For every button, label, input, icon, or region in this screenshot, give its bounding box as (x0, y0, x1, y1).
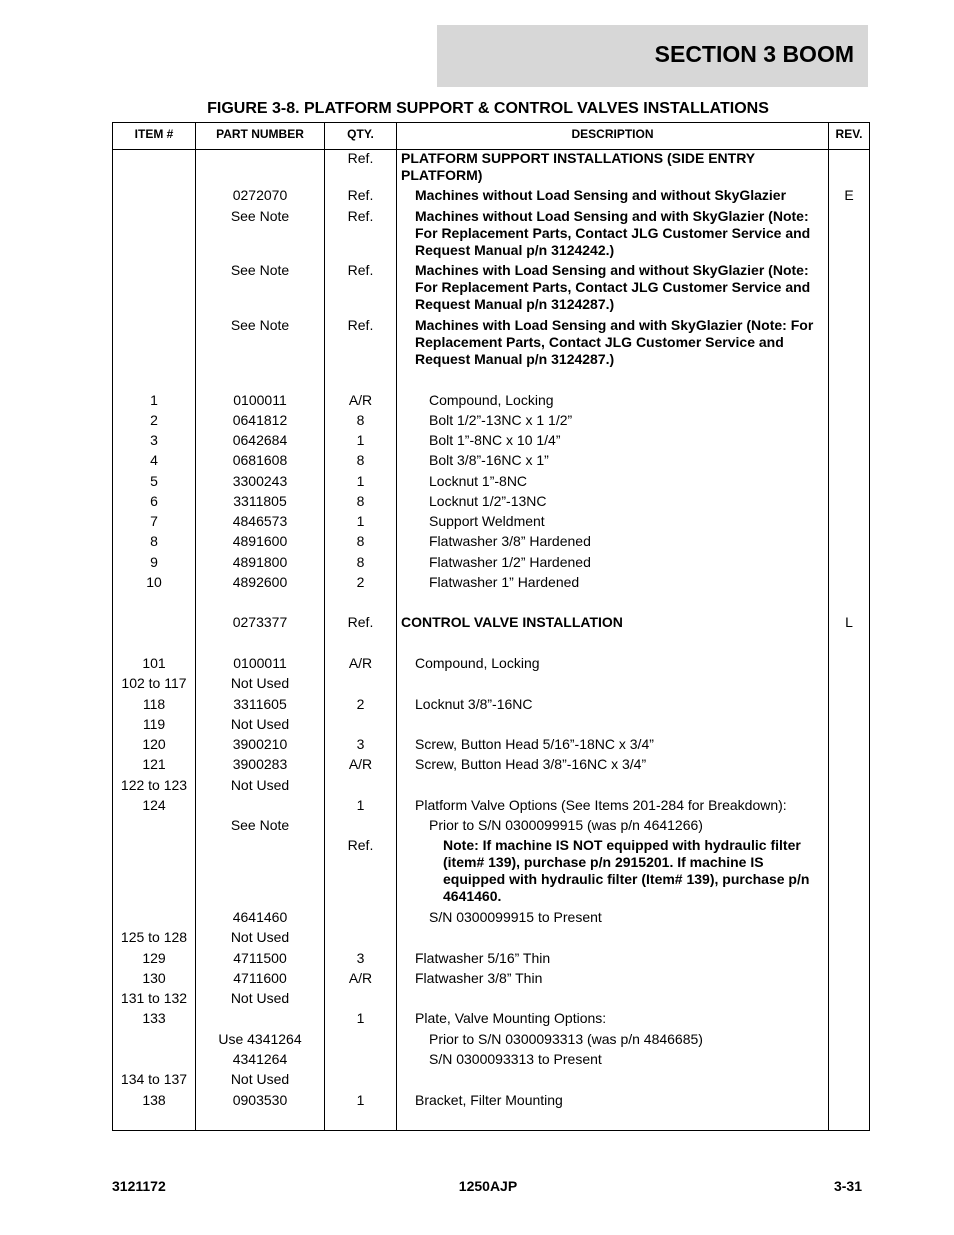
description-cell: Platform Valve Options (See Items 201-284 for Breakdown): (415, 797, 787, 813)
part-number-cell: Not Used (230, 990, 290, 1006)
item-number-cell: 134 to 137 (120, 1071, 188, 1087)
part-number-cell: 4341264 (232, 1051, 288, 1067)
part-number-cell: 4641460 (232, 909, 288, 925)
part-number-cell: 0100011 (233, 392, 287, 408)
header-part-number: PART NUMBER (216, 127, 304, 141)
item-number-cell: 133 (142, 1010, 166, 1026)
qty-cell: Ref. (347, 150, 374, 166)
item-number-cell: 1 (150, 392, 158, 408)
description-cell: S/N 0300093313 to Present (429, 1051, 602, 1067)
description-cell: Support Weldment (429, 513, 545, 529)
item-number-cell: 120 (142, 736, 166, 752)
description-cell: Screw, Button Head 5/16”-18NC x 3/4” (415, 736, 654, 752)
figure-title: FIGURE 3-8. PLATFORM SUPPORT & CONTROL VALVES INSTALLATIONS (207, 100, 769, 117)
description-cell: Machines with Load Sensing and without SkyGlazier (Note: For Replacement Parts, Contact JLG Customer Service and Request Manual p/n 3124287.) (415, 262, 811, 312)
description-cell: Compound, Locking (415, 655, 540, 671)
part-number-cell: Not Used (230, 1071, 290, 1087)
parts-table (112, 122, 870, 1131)
qty-cell: 8 (356, 452, 365, 468)
description-cell: Note: If machine IS NOT equipped with hydraulic filter (item# 139), purchase p/n 2915201. If machine IS equipped with hydraulic filter (Item# 139), purchase p/n 4641460. (443, 837, 810, 904)
part-number-cell: Not Used (230, 716, 290, 732)
item-number-cell: 119 (142, 716, 166, 732)
part-number-cell: 3900210 (232, 736, 288, 752)
item-number-cell: 6 (150, 493, 158, 509)
item-number-cell: 9 (150, 554, 158, 570)
description-cell: Flatwasher 1/2” Hardened (429, 554, 591, 570)
header-description: DESCRIPTION (571, 127, 654, 141)
description-cell: Flatwasher 1” Hardened (429, 574, 580, 590)
qty-cell: 1 (356, 473, 365, 489)
item-number-cell: 121 (142, 756, 166, 772)
qty-cell: A/R (348, 392, 373, 408)
qty-cell: 1 (356, 1010, 365, 1026)
part-number-cell: 3311805 (233, 493, 287, 509)
qty-cell: Ref. (347, 187, 374, 203)
footer-doc-number: 3121172 (112, 1178, 166, 1194)
section-header (437, 25, 868, 87)
part-number-cell: 0273377 (232, 614, 288, 630)
item-number-cell: 4 (150, 452, 158, 468)
part-number-cell: See Note (230, 208, 290, 224)
description-cell: Plate, Valve Mounting Options: (415, 1010, 607, 1026)
description-cell: Prior to S/N 0300093313 (was p/n 4846685) (429, 1031, 703, 1047)
header-rev: REV. (835, 127, 863, 141)
description-cell: CONTROL VALVE INSTALLATION (401, 614, 623, 630)
description-cell: Locknut 1”-8NC (429, 473, 528, 489)
part-number-cell: See Note (230, 317, 290, 333)
header-item: ITEM # (134, 127, 174, 141)
item-number-cell: 7 (150, 513, 158, 529)
column-divider (396, 123, 397, 1130)
part-number-cell: 3311605 (233, 696, 287, 712)
item-number-cell: 122 to 123 (120, 777, 188, 793)
part-number-cell: 4892600 (232, 574, 288, 590)
description-cell: S/N 0300099915 to Present (429, 909, 602, 925)
part-number-cell: Use 4341264 (218, 1031, 302, 1047)
item-number-cell: 101 (142, 655, 166, 671)
part-number-cell: Not Used (230, 929, 290, 945)
description-cell: Bracket, Filter Mounting (415, 1092, 563, 1108)
qty-cell: 8 (356, 412, 365, 428)
part-number-cell: 0272070 (232, 187, 288, 203)
qty-cell: Ref. (347, 208, 374, 224)
description-cell: Flatwasher 5/16” Thin (415, 950, 551, 966)
qty-cell: 1 (356, 432, 365, 448)
description-cell: Bolt 1/2”-13NC x 1 1/2” (429, 412, 573, 428)
part-number-cell: 0100011 (233, 655, 287, 671)
item-number-cell: 5 (150, 473, 158, 489)
item-number-cell: 3 (150, 432, 158, 448)
qty-cell: 8 (356, 533, 365, 549)
footer-model: 1250AJP (458, 1178, 518, 1194)
part-number-cell: Not Used (230, 675, 290, 691)
description-cell: Machines without Load Sensing and with SkyGlazier (Note: For Replacement Parts, Contact JLG Customer Service and Request Manual p/n 3124242.) (415, 208, 811, 258)
item-number-cell: 118 (142, 696, 166, 712)
qty-cell: 8 (356, 493, 365, 509)
rev-cell: L (845, 614, 853, 630)
item-number-cell: 8 (150, 533, 158, 549)
qty-cell: 2 (356, 696, 365, 712)
part-number-cell: 0642684 (232, 432, 288, 448)
item-number-cell: 130 (142, 970, 166, 986)
part-number-cell: 4711600 (233, 970, 287, 986)
description-cell: Screw, Button Head 3/8”-16NC x 3/4” (415, 756, 647, 772)
item-number-cell: 129 (142, 950, 166, 966)
qty-cell: 2 (356, 574, 365, 590)
footer-page-number: 3-31 (833, 1178, 862, 1194)
qty-cell: 1 (356, 513, 365, 529)
item-number-cell: 125 to 128 (120, 929, 188, 945)
part-number-cell: 4891600 (232, 533, 288, 549)
item-number-cell: 102 to 117 (121, 675, 187, 691)
qty-cell: A/R (348, 756, 373, 772)
part-number-cell: See Note (230, 817, 290, 833)
header-qty: QTY. (347, 127, 374, 141)
item-number-cell: 131 to 132 (120, 990, 188, 1006)
description-cell: Bolt 1”-8NC x 10 1/4” (429, 432, 561, 448)
item-number-cell: 2 (150, 412, 158, 428)
qty-cell: 8 (356, 554, 365, 570)
part-number-cell: 4711500 (233, 950, 287, 966)
part-number-cell: 3300243 (232, 473, 288, 489)
rev-cell: E (844, 187, 854, 203)
qty-cell: A/R (348, 655, 373, 671)
item-number-cell: 10 (146, 574, 162, 590)
description-cell: Machines with Load Sensing and with SkyGlazier (Note: For Replacement Parts, Contact JLG Customer Service and Request Manual p/n 3124287.) (415, 317, 814, 367)
item-number-cell: 124 (142, 797, 166, 813)
qty-cell: 1 (356, 797, 365, 813)
qty-cell: 3 (356, 736, 365, 752)
part-number-cell: 3900283 (232, 756, 288, 772)
description-cell: Locknut 1/2”-13NC (429, 493, 547, 509)
description-cell: Machines without Load Sensing and without SkyGlazier (415, 187, 787, 203)
qty-cell: Ref. (347, 837, 374, 853)
qty-cell: 3 (356, 950, 365, 966)
qty-cell: 1 (356, 1092, 365, 1108)
section-title: SECTION 3 BOOM (654, 41, 854, 67)
part-number-cell: 0681608 (232, 452, 288, 468)
description-cell: Flatwasher 3/8” Hardened (429, 533, 591, 549)
item-number-cell: 138 (142, 1092, 166, 1108)
description-cell: Bolt 3/8”-16NC x 1” (429, 452, 549, 468)
description-cell: PLATFORM SUPPORT INSTALLATIONS (SIDE ENTRY PLATFORM) (401, 150, 755, 183)
qty-cell: Ref. (347, 317, 374, 333)
description-cell: Compound, Locking (429, 392, 554, 408)
part-number-cell: Not Used (230, 777, 290, 793)
description-cell: Locknut 3/8”-16NC (415, 696, 533, 712)
description-cell: Prior to S/N 0300099915 (was p/n 4641266) (429, 817, 703, 833)
qty-cell: Ref. (347, 614, 374, 630)
part-number-cell: See Note (230, 262, 290, 278)
part-number-cell: 4846573 (232, 513, 288, 529)
description-cell: Flatwasher 3/8” Thin (415, 970, 543, 986)
part-number-cell: 4891800 (232, 554, 288, 570)
qty-cell: A/R (348, 970, 373, 986)
qty-cell: Ref. (347, 262, 374, 278)
part-number-cell: 0903530 (232, 1092, 288, 1108)
part-number-cell: 0641812 (232, 412, 288, 428)
